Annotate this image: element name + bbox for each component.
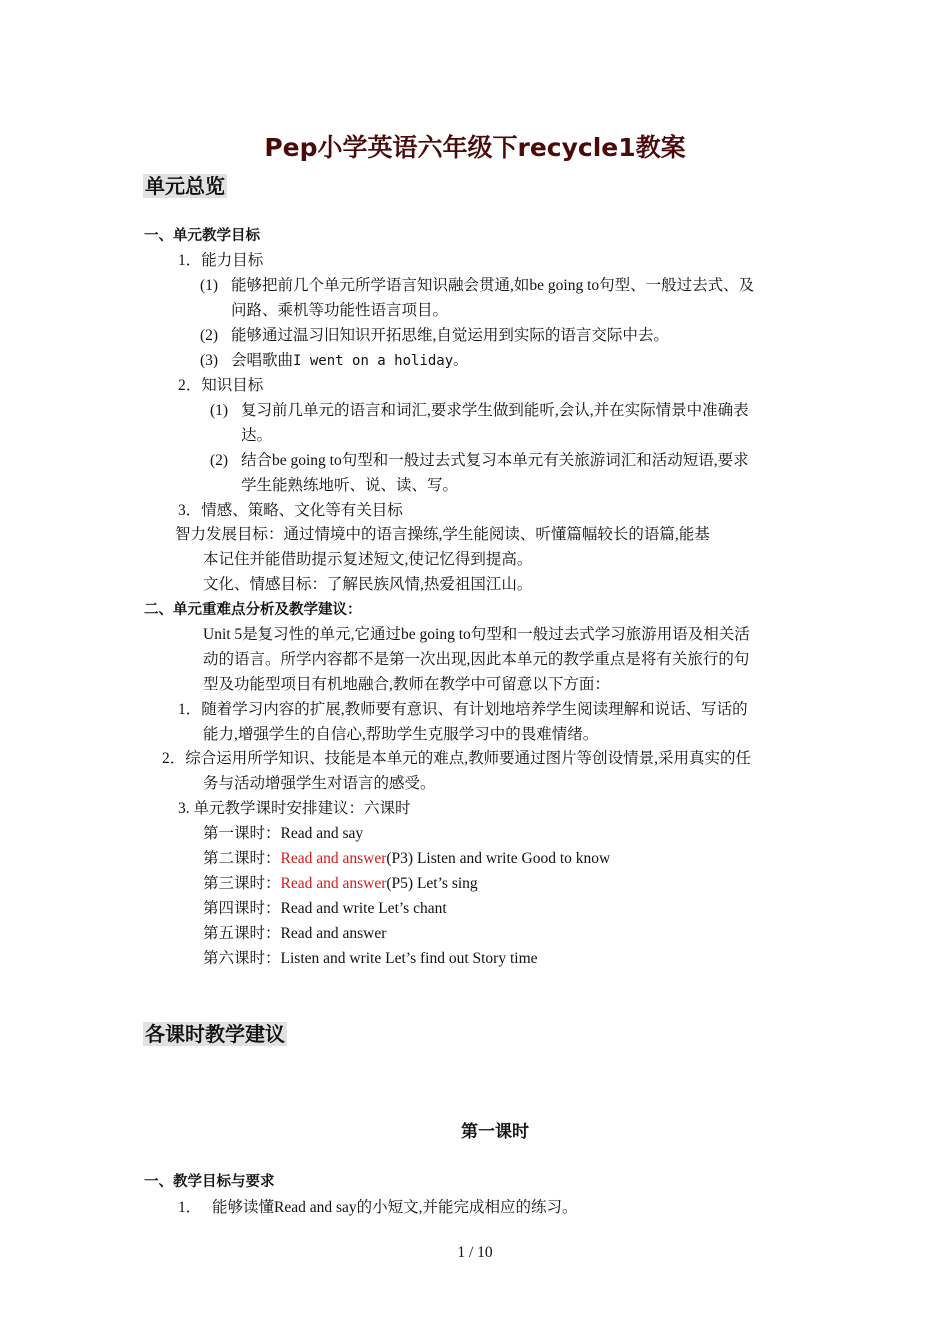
key-points-para-line3: 型及功能型项目有机地融合,教师在教学中可留意以下方面： bbox=[203, 676, 610, 693]
lesson-plan-row: 第三课时：Read and answer(P5) Let’s sing bbox=[203, 875, 478, 892]
goal-ability-item1-number: (1) bbox=[200, 277, 219, 294]
key-points-para-line2: 动的语言。所学内容都不是第一次出现,因此本单元的教学重点是将有关旅行的句 bbox=[203, 651, 750, 668]
lesson1-heading: 第一课时 bbox=[461, 1122, 529, 1142]
lesson1-goal1-number: 1． bbox=[178, 1199, 202, 1216]
goal-affective-line3: 文化、情感目标：了解民族风情,热爱祖国江山。 bbox=[203, 576, 533, 593]
page-number: 1 / 10 bbox=[457, 1244, 493, 1261]
goal-ability-item2-number: (2) bbox=[200, 327, 219, 344]
key-point-2-line2: 务与活动增强学生对语言的感受。 bbox=[203, 775, 436, 792]
goal-affective-line2: 本记住并能借助提示复述短文,使记忆得到提高。 bbox=[203, 551, 533, 568]
section-heading-lessons: 各课时教学建议 bbox=[145, 1022, 285, 1046]
goal-knowledge-item2-line1: 结合be going to句型和一般过去式复习本单元有关旅游词汇和活动短语,要求 bbox=[241, 452, 749, 469]
goal-ability-item1-line2: 问路、乘机等功能性语言项目。 bbox=[231, 302, 449, 319]
heading-key-points: 二、单元重难点分析及教学建议： bbox=[144, 602, 362, 618]
key-point-2-line1: 2．综合运用所学知识、技能是本单元的难点,教师要通过图片等创设情景,采用真实的任 bbox=[162, 750, 752, 767]
song-title: I went on a holiday。 bbox=[293, 353, 468, 369]
goal-ability-item1-line1: 能够把前几个单元所学语言知识融会贯通,如be going to句型、一般过去式、及 bbox=[231, 277, 755, 294]
key-point-1-line1: 1．随着学习内容的扩展,教师要有意识、有计划地培养学生阅读理解和说话、写话的 bbox=[178, 701, 748, 718]
goal-knowledge-item1-number: (1) bbox=[210, 402, 229, 419]
goal-affective-label: 3．情感、策略、文化等有关目标 bbox=[178, 502, 403, 519]
goal-knowledge-item1-line1: 复习前几单元的语言和词汇,要求学生做到能听,会认,并在实际情景中准确表 bbox=[241, 402, 749, 419]
lesson-plan-row: 第四课时：Read and write Let’s chant bbox=[203, 900, 447, 917]
lesson-plan-row: 第一课时：Read and say bbox=[203, 825, 364, 842]
goal-knowledge-item2-line2: 学生能熟练地听、说、读、写。 bbox=[241, 477, 459, 494]
lesson1-goal-heading: 一、教学目标与要求 bbox=[144, 1174, 275, 1190]
key-point-1-line2: 能力,增强学生的自信心,帮助学生克服学习中的畏难情绪。 bbox=[203, 726, 599, 743]
goal-ability-item3-line bbox=[231, 348, 467, 374]
goal-affective-line1: 智力发展目标：通过情境中的语言操练,学生能阅读、听懂篇幅较长的语篇,能基 bbox=[175, 526, 710, 543]
goal-knowledge-label: 2．知识目标 bbox=[178, 377, 264, 394]
goal-ability-item3-number: (3) bbox=[200, 352, 219, 369]
song-prefix: 会唱歌曲 bbox=[231, 352, 294, 369]
section-heading-overview: 单元总览 bbox=[145, 174, 225, 198]
key-points-para-line1: Unit 5是复习性的单元,它通过be going to句型和一般过去式学习旅游用语及相关活 bbox=[203, 626, 750, 643]
key-point-3-label: 3. 单元教学课时安排建议：六课时 bbox=[178, 800, 411, 817]
goal-ability-item2-line1: 能够通过温习旧知识开拓思维,自觉运用到实际的语言交际中去。 bbox=[231, 327, 669, 344]
lesson-plan-row: 第五课时：Read and answer bbox=[203, 925, 387, 942]
goal-knowledge-item2-number: (2) bbox=[210, 452, 229, 469]
lesson-plan-row: 第六课时：Listen and write Let’s find out Story time bbox=[203, 950, 538, 967]
goal-knowledge-item1-line2: 达。 bbox=[241, 427, 273, 444]
lesson-plan-row: 第二课时：Read and answer(P3) Listen and write Good to know bbox=[203, 850, 611, 867]
heading-unit-goals: 一、单元教学目标 bbox=[144, 228, 260, 244]
lesson1-goal1-text: 能够读懂Read and say的小短文,并能完成相应的练习。 bbox=[212, 1199, 578, 1216]
document-title: Pep小学英语六年级下recycle1教案 bbox=[264, 133, 686, 162]
goal-ability-label: 1．能力目标 bbox=[178, 252, 264, 269]
